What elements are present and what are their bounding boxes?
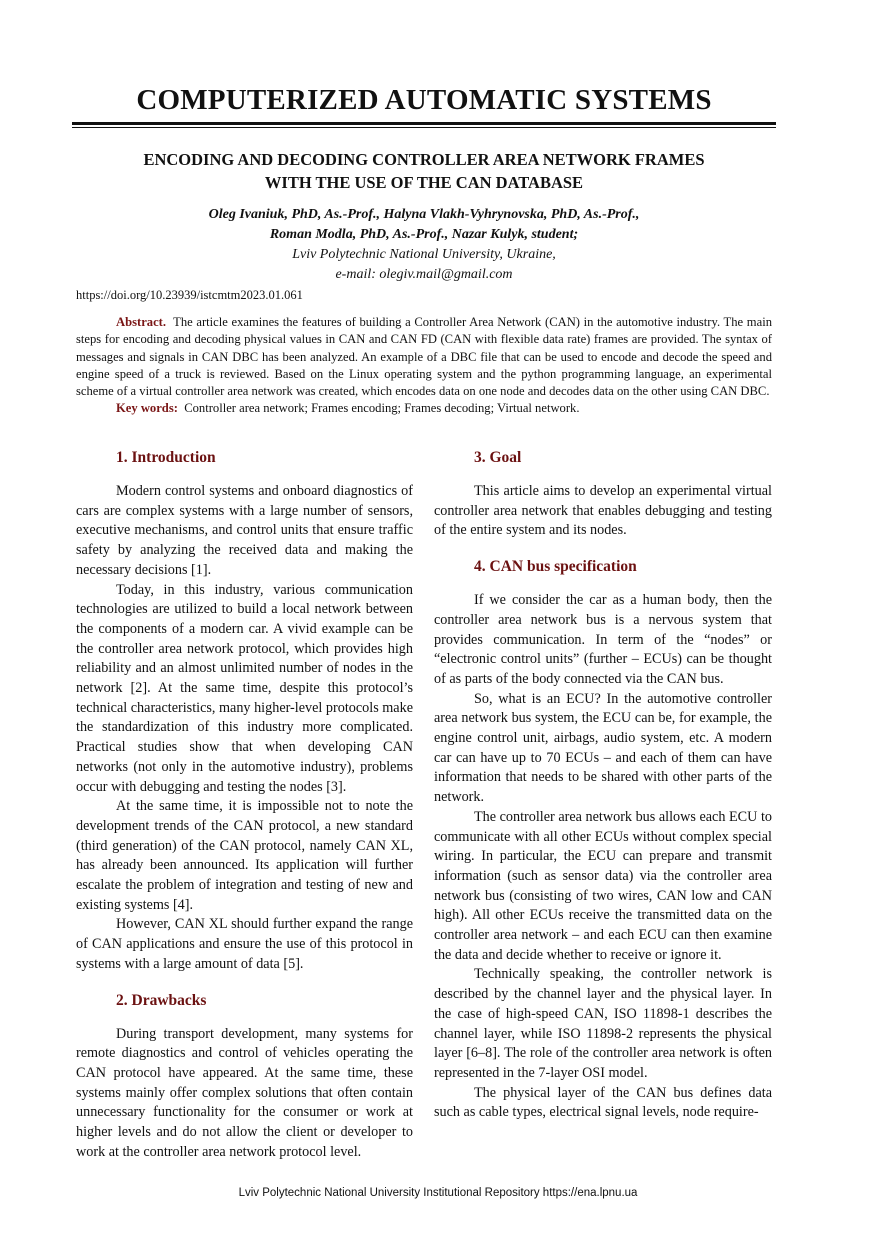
authors-line2: Roman Modla, PhD, As.-Prof., Nazar Kulyk, student; xyxy=(269,227,579,242)
right-column xyxy=(434,448,772,1123)
paragraph: Modern control systems and onboard diagnostics of cars are complex systems with a large number of sensors, executive mechanisms, and control units that ensure traffic safety by analyzing the received data and making the necessary decisions [1]. xyxy=(76,483,413,578)
paper-title xyxy=(72,148,776,194)
abstract xyxy=(76,314,772,418)
paragraph: So, what is an ECU? In the automotive controller area network bus system, the ECU can be, for example, the engine control unit, airbags, audio system, etc. A modern car can have up to 70 ECUs – and each of them can have information that needs to be shared with other parts of the network. xyxy=(434,690,772,806)
section-spacer xyxy=(434,541,772,557)
affiliation: Lviv Polytechnic National University, Ukraine, xyxy=(292,247,556,262)
paragraph: At the same time, it is impossible not to note the development trends of the CAN protocol, a new standard (third generation) of the CAN protocol, namely CAN XL, has already been announced. Its application will further escalate the problem of integration and testing of new and existing systems [4]. xyxy=(76,798,413,913)
section-heading-drawbacks: 2. Drawbacks xyxy=(116,991,207,1009)
doi-link[interactable]: https://doi.org/10.23939/istcmtm2023.01.061 xyxy=(76,288,303,302)
section-heading-introduction: 1. Introduction xyxy=(116,449,216,466)
section-spacer xyxy=(76,975,413,991)
paragraph: This article aims to develop an experimental virtual controller area network that enables debugging and testing of the entire system and its nodes. xyxy=(434,483,772,539)
keywords-text: Controller area network; Frames encoding; Frames decoding; Virtual network. xyxy=(184,401,580,416)
paragraph: Today, in this industry, various communication technologies are utilized to build a local network between the components of a modern car. A vivid example can be the controller area network protocol, which provides high reliability and an almost unlimited number of nodes in the network [2]. At the same time, despite this protocol’s technical characteristics, many higher-level protocols make the standardization of this industry more complicated. Practical studies show that when developing CAN networks (not only in the automotive industry), problems occur with debugging and testing the nodes [3]. xyxy=(76,581,413,795)
paper-title-line2: WITH THE USE OF THE CAN DATABASE xyxy=(264,173,584,192)
keywords-paragraph xyxy=(76,400,772,417)
section-heading-goal: 3. Goal xyxy=(474,449,522,466)
paragraph: If we consider the car as a human body, then the controller area network bus is a nervous system that provides communication. In term of the “nodes” or “electronic control units” (further – ECUs) can be thought of as parts of the body connected via the CAN bus. xyxy=(434,592,772,687)
paper-title-line1: ENCODING AND DECODING CONTROLLER AREA NETWORK FRAMES xyxy=(143,150,705,169)
paragraph: However, CAN XL should further expand the range of CAN applications and ensure the use of this protocol in systems with a large amount of data [5]. xyxy=(76,916,413,972)
paragraph: Technically speaking, the controller network is described by the channel layer and the physical layer. In the case of high-speed CAN, ISO 11898-1 describes the channel layer, while ISO 11898-2 represents the physical layer [6–8]. The role of the controller area network is often represented in the 7-layer OSI model. xyxy=(434,966,772,1081)
paragraph: The controller area network bus allows each ECU to communicate with all other ECUs without complex special wiring. In particular, the ECU can prepare and transmit information (such as sensor data) via the controller area network bus (consisting of two wires, CAN low and CAN high). All other ECUs receive the transmitted data on the controller area network – and each ECU can then examine the data and decide whether to receive or ignore it. xyxy=(434,808,772,963)
keywords-label: Key words: xyxy=(116,401,178,416)
abstract-label: Abstract. xyxy=(116,315,167,329)
left-column xyxy=(76,448,413,1163)
paragraph: The physical layer of the CAN bus defines data such as cable types, electrical signal levels, node require- xyxy=(434,1084,772,1121)
authors-line1: Oleg Ivaniuk, PhD, As.-Prof., Halyna Vlakh-Vyhrynovska, PhD, As.-Prof., xyxy=(208,207,640,222)
header-rule-thin xyxy=(72,127,776,128)
abstract-paragraph xyxy=(76,314,772,400)
authors-block xyxy=(72,205,776,285)
abstract-text: The article examines the features of building a Controller Area Network (CAN) in the automotive industry. The main steps for encoding and decoding physical values in CAN and CAN FD (CAN with flexible data rate) frames are provided. The syntax of messages and signals in CAN DBC has been analyzed. An example of a DBC file that can be used to encode and decode the speed and engine speed of a truck is reviewed. Based on the Linux operating system and the python programming language, an experimental scheme of a virtual controller area network was created, which encodes data on one node and decodes data on the other using CAN DBC. xyxy=(76,315,772,399)
journal-title: COMPUTERIZED AUTOMATIC SYSTEMS xyxy=(136,84,712,116)
author-email[interactable]: e-mail: olegiv.mail@gmail.com xyxy=(335,267,513,282)
section-heading-can-bus: 4. CAN bus specification xyxy=(474,558,637,576)
header-rule-thick xyxy=(72,122,776,125)
repository-footer: Lviv Polytechnic National University Institutional Repository https://ena.lpnu.ua xyxy=(238,1187,638,1199)
paragraph: During transport development, many systems for remote diagnostics and control of vehicles operating the CAN protocol have appeared. At the same time, these systems mainly offer complex solutions that often contain unnecessary functionality for the consumer or work at higher levels and do not allow the client or developer to work at the controller area network protocol level. xyxy=(76,1025,413,1160)
